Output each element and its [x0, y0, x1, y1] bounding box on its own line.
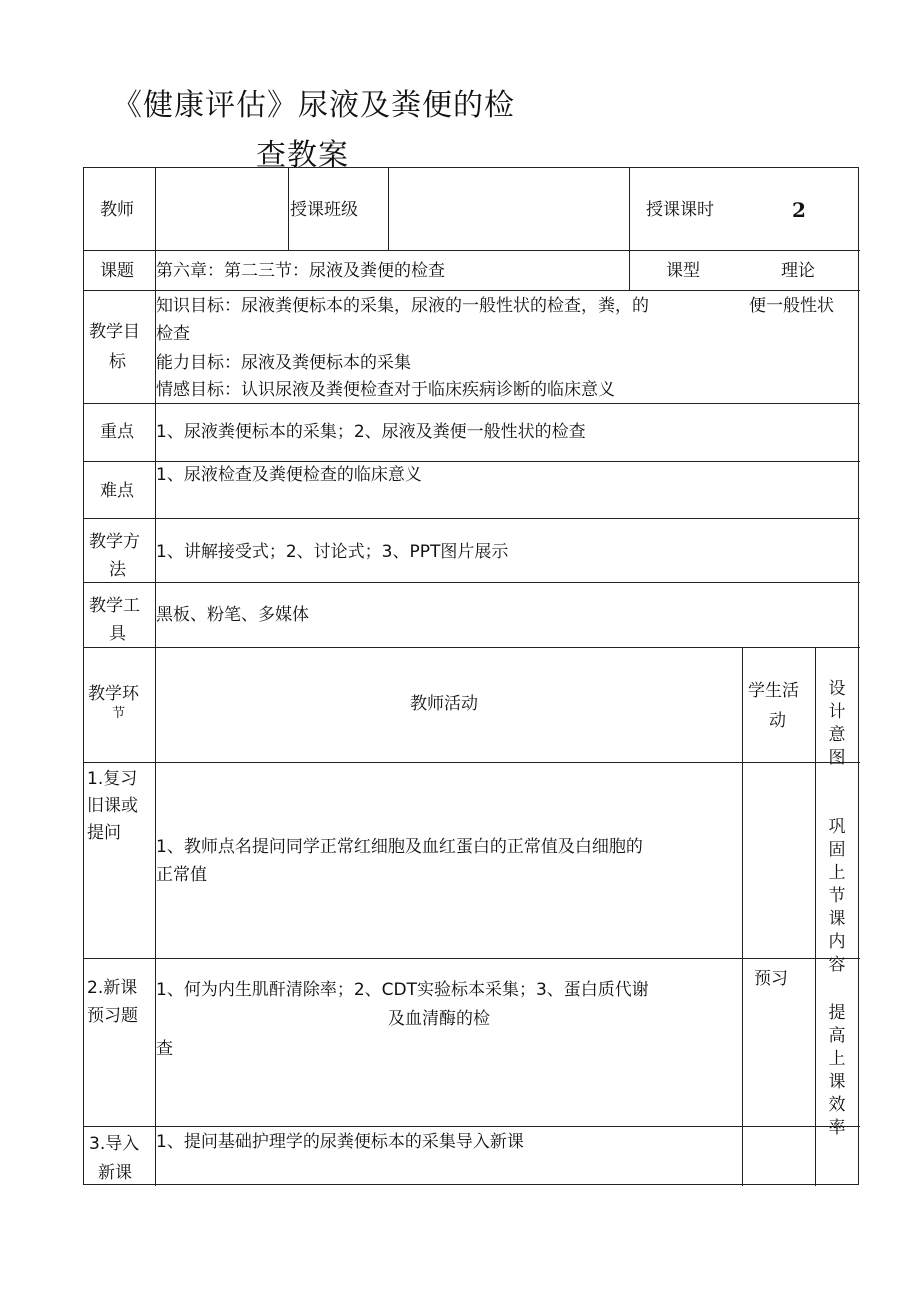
stage1-activity-line1: 1、教师点名提问同学正常红细胞及血红蛋白的正常值及白细胞的	[156, 837, 643, 857]
stage2-activity-line3: 查	[156, 1039, 173, 1059]
col-divider	[815, 647, 816, 1186]
knowledge-goal-line1: 知识目标：尿液粪便标本的采集，尿液的一般性状的检查，粪，的	[156, 296, 649, 316]
topic-label: 课题	[100, 261, 134, 281]
hours-label: 授课课时	[646, 200, 714, 220]
stage1-label-line2: 旧课或	[87, 796, 138, 816]
row-divider	[84, 647, 860, 648]
emotion-goal: 情感目标：认识尿液及粪便检查对于临床疾病诊断的临床意义	[156, 380, 615, 400]
topic-value: 第六章：第二三节：尿液及粪便的检查	[156, 261, 445, 281]
knowledge-goal-line2: 便一般性状	[749, 296, 834, 316]
teacher-label: 教师	[100, 200, 134, 220]
row-divider	[84, 290, 860, 291]
tools-value: 黑板、粉笔、多媒体	[156, 605, 309, 625]
stage-header-line1: 教学环	[88, 684, 139, 704]
row-divider	[84, 762, 860, 763]
teacher-activity-header: 教师活动	[410, 694, 478, 714]
stage1-activity-line2: 正常值	[156, 865, 207, 885]
col-divider	[742, 647, 743, 1186]
difficulty-value: 1、尿液检查及粪便检查的临床意义	[156, 465, 422, 485]
row-divider	[84, 1126, 860, 1127]
method-label-line2: 法	[109, 560, 126, 580]
method-label-line1: 教学方	[89, 532, 140, 552]
stage2-label-line1: 2.新课	[87, 978, 138, 998]
design-intent-header: 设计意图	[828, 679, 846, 768]
ability-goal: 能力目标：尿液及粪便标本的采集	[156, 353, 411, 373]
tools-label-line2: 具	[109, 624, 126, 644]
lesson-type-value: 理论	[781, 261, 815, 281]
col-divider	[388, 168, 389, 250]
document-title-line1: 《健康评估》尿液及粪便的检	[112, 88, 515, 123]
stage-header-line2: 节	[112, 706, 126, 721]
class-label: 授课班级	[290, 200, 358, 220]
row-divider	[84, 958, 860, 959]
stage3-label-line1: 3.导入	[89, 1134, 140, 1154]
student-activity-header-line2: 动	[769, 711, 786, 731]
difficulty-label: 难点	[100, 481, 134, 501]
key-points-label: 重点	[100, 422, 134, 442]
hours-value: 2	[792, 198, 806, 222]
stage2-student-activity: 预习	[754, 969, 788, 989]
stage2-label-line2: 预习题	[87, 1006, 138, 1026]
document-title-line2: 查教案	[256, 138, 349, 173]
goals-label-line2: 标	[109, 352, 126, 372]
row-divider	[84, 518, 860, 519]
goals-label-line1: 教学目	[89, 322, 140, 342]
stage1-design-intent: 巩固上节课内容	[828, 817, 846, 975]
col-divider	[288, 168, 289, 250]
stage2-design-intent: 提高上课效率	[828, 1003, 846, 1138]
row-divider	[84, 582, 860, 583]
tools-label-line1: 教学工	[89, 596, 140, 616]
student-activity-header-line1: 学生活	[748, 681, 799, 701]
key-points-value: 1、尿液粪便标本的采集；2、尿液及粪便一般性状的检查	[156, 422, 586, 442]
stage2-activity-line2: 及血清酶的检	[388, 1009, 490, 1029]
col-divider	[629, 168, 630, 290]
stage3-label-line2: 新课	[98, 1163, 132, 1183]
stage1-label-line3: 提问	[87, 823, 121, 843]
lesson-plan-table	[83, 167, 859, 1185]
stage2-activity-line1: 1、何为内生肌酐清除率；2、CDT实验标本采集；3、蛋白质代谢	[156, 980, 649, 1000]
stage1-label-line1: 1.复习	[87, 769, 138, 789]
row-divider	[84, 250, 860, 251]
stage3-activity-line1: 1、提问基础护理学的尿粪便标本的采集导入新课	[156, 1132, 524, 1152]
method-value: 1、讲解接受式；2、讨论式；3、PPT图片展示	[156, 542, 509, 562]
lesson-type-label: 课型	[666, 261, 700, 281]
knowledge-goal-line3: 检查	[156, 324, 190, 344]
